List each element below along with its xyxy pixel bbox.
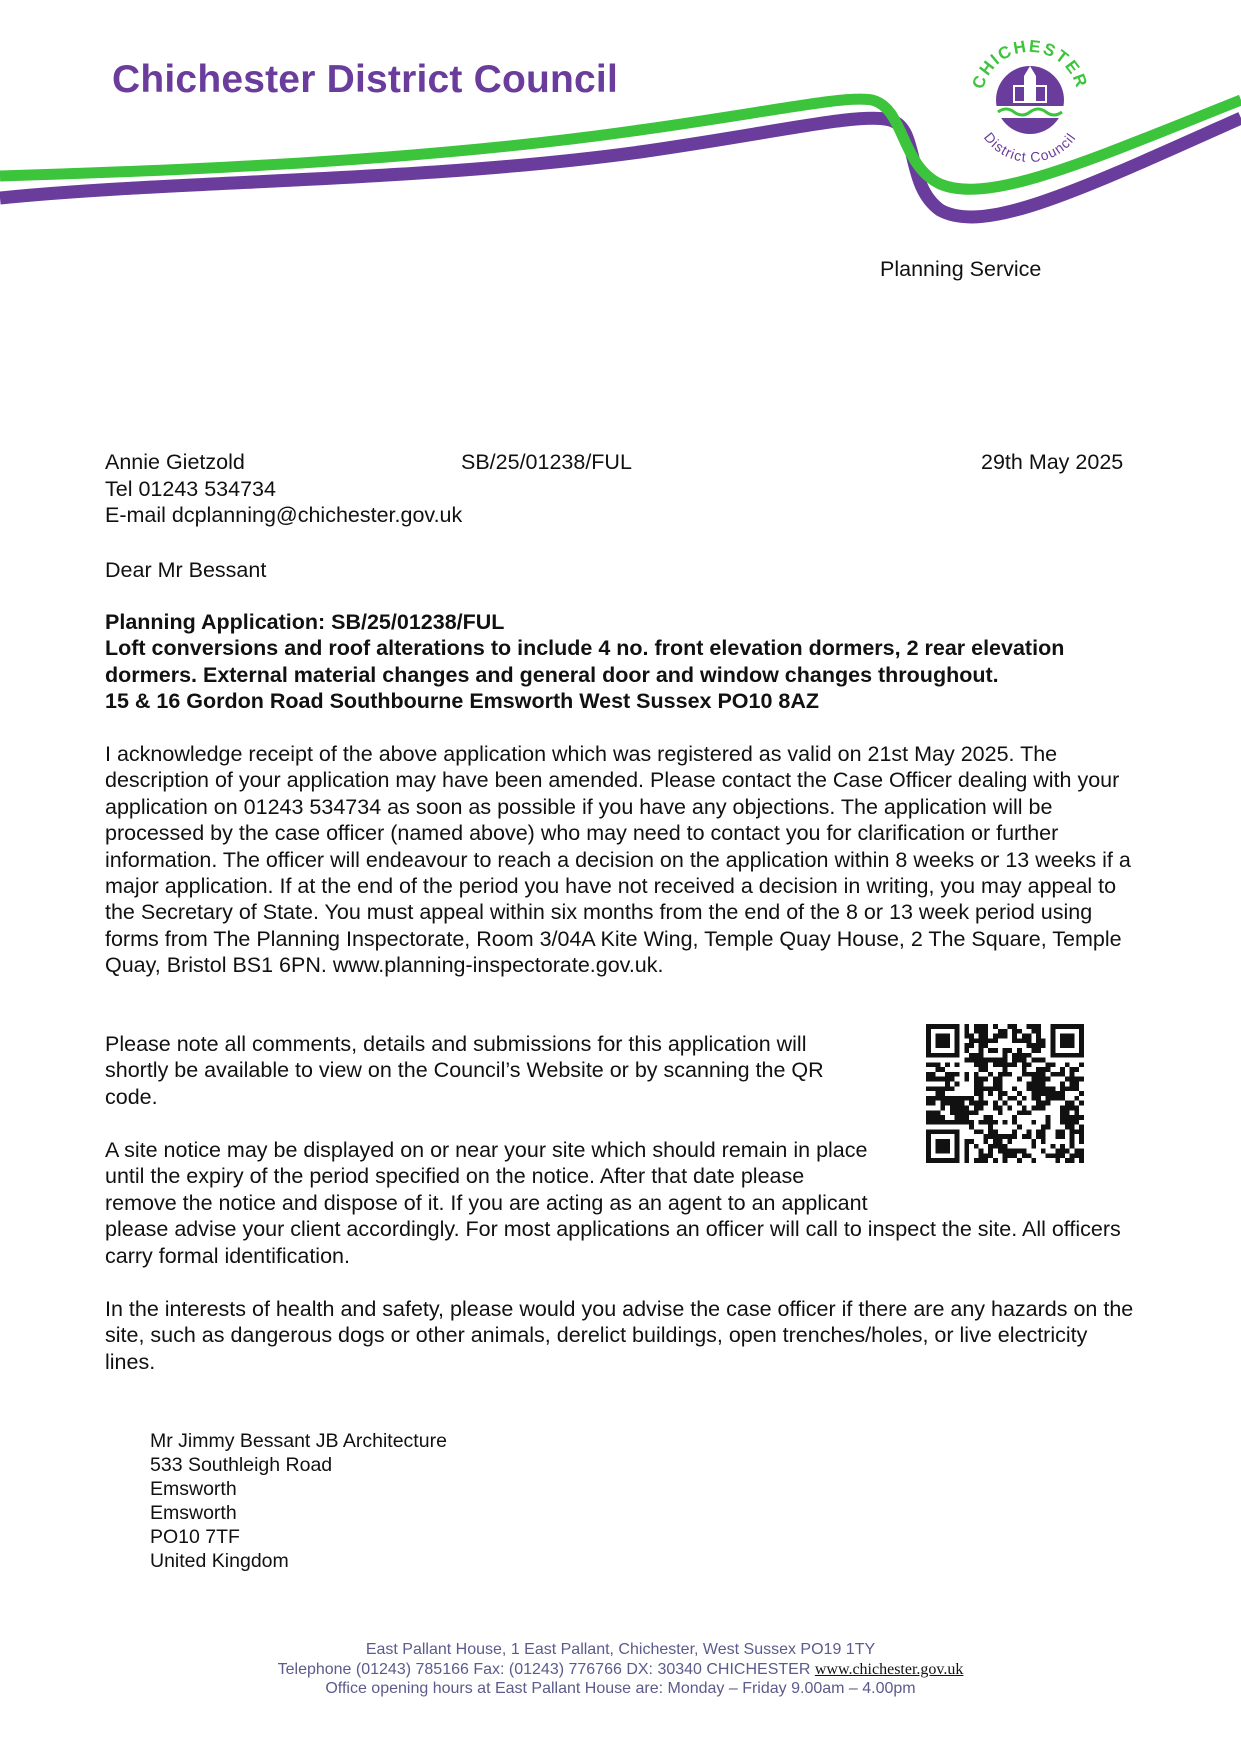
address-line: United Kingdom [150, 1550, 289, 1572]
footer-contact [0, 1660, 1241, 1680]
service-label: Planning Service [880, 257, 1042, 281]
subject-address: 15 & 16 Gordon Road Southbourne Emsworth West Sussex PO10 8AZ [105, 689, 820, 714]
qr-finder-pattern [928, 1026, 957, 1055]
footer [0, 1640, 1241, 1699]
address-line: Emsworth [150, 1478, 237, 1500]
site-notice-text: A site notice may be displayed on or near your site which should remain in place until the expiry of the period specified on the notice. After that date please remove the notice and dispose of it. If you are acting as an agent to an applicant please advise your client accordingly. For most applications an officer will call to inspect the site. All officers carry formal identification. [105, 1138, 1121, 1268]
footer-hours: Office opening hours at East Pallant House are: Monday – Friday 9.00am – 4.00pm [325, 1680, 916, 1697]
paragraph-health-safety: In the interests of health and safety, please would you advise the case officer if there are any hazards on the site, such as dangerous dogs or other animals, derelict buildings, open trenches/holes, or live electricity lines. [105, 1297, 1134, 1374]
svg-text:District Council [981, 129, 1079, 165]
footer-address: East Pallant House, 1 East Pallant, Chichester, West Sussex PO19 1TY [365, 1641, 876, 1658]
salutation: Dear Mr Bessant [105, 558, 267, 582]
address-line: Emsworth [150, 1502, 237, 1524]
council-logo [960, 28, 1100, 168]
paragraph-site-notice [105, 1137, 1141, 1269]
address-line: PO10 7TF [150, 1526, 240, 1548]
paragraph-website: Please note all comments, details and submissions for this application will shortly be available to view on the Council’s Website or by scanning the QR code. [105, 1032, 824, 1109]
subject-application: Planning Application: SB/25/01238/FUL [105, 610, 505, 634]
logo-top-text: CHICHESTER [968, 36, 1092, 92]
subject-block [105, 609, 1145, 715]
letter-date: 29th May 2025 [981, 450, 1124, 474]
footer-phone: Telephone (01243) 785166 Fax: (01243) 776766 DX: 30340 CHICHESTER [277, 1660, 815, 1678]
officer-name: Annie Gietzold [105, 450, 245, 474]
footer-website-link[interactable]: www.chichester.gov.uk [814, 1660, 964, 1678]
officer-tel: Tel 01243 534734 [105, 477, 276, 501]
paragraph-acknowledgement: I acknowledge receipt of the above application which was registered as valid on 21st May 2025. The description of your application may have been amended. Please contact the Case Officer dealing with your application on 01243 534734 as soon as possible if you have any objections. The application will be processed by the case officer (named above) who may need to contact you for clarification or further information. The officer will endeavour to reach a decision on the application within 8 weeks or 13 weeks if a major application. If at the end of the period you have not received a decision in writing, you may appeal to the Secretary of State. You must appeal within six months from the end of the 8 or 13 week period using forms from The Planning Inspectorate, Room 3/04A Kite Wing, Temple Quay House, 2 The Square, Temple Quay, Bristol BS1 6PN. www.planning-inspectorate.gov.uk. [105, 742, 1131, 978]
reference-number: SB/25/01238/FUL [461, 450, 632, 474]
address-line: 533 Southleigh Road [150, 1454, 333, 1476]
officer-email: E-mail dcplanning@chichester.gov.uk [105, 503, 463, 527]
council-name: Chichester District Council [112, 58, 619, 101]
qr-finder-pattern [1053, 1026, 1082, 1055]
address-line: Mr Jimmy Bessant JB Architecture [150, 1430, 447, 1452]
subject-description: Loft conversions and roof alterations to include 4 no. front elevation dormers, 2 rear elevation dormers. External material changes and general door and window changes throughout. [105, 636, 1065, 687]
logo-bottom-text: District Council [980, 129, 1079, 166]
recipient-address [150, 1429, 447, 1573]
